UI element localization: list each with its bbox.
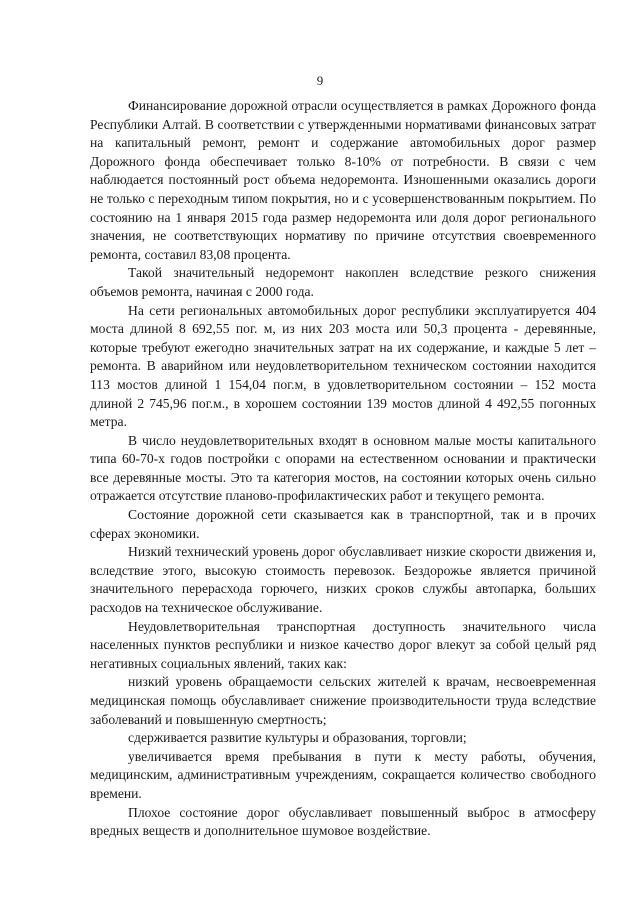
paragraph-repair-backlog-cause: Такой значительный недоремонт накоплен вследствие резкого снижения объемов ремонта, начиная с 2000 года. [90,265,596,299]
list-item-culture-education: сдерживается развитие культуры и образования, торговли; [128,730,467,746]
page-number: 9 [316,73,324,88]
paragraph-low-technical-level: Низкий технический уровень дорог обуславливает низкие скорости движения и, вследствие этого, высокую стоимость перевозок. Бездорожье является причиной значительного перерасхода горючего, низких сроков службы автопарка, больших расходов на техническое обслуживание. [90,544,596,616]
list-item-medical-access: низкий уровень обращаемости сельских жителей к врачам, несвоевременная медицинская помощь обуславливает снижение производительности труда вследствие заболеваний и повышенную смертность; [90,674,596,727]
paragraph-road-fund-financing: Финансирование дорожной отрасли осуществляется в рамках Дорожного фонда Республики Алтай. В соответствии с утвержденными нормативами финансовых затрат на капитальный ремонт, ремонт и содержание автомобильных дорог размер Дорожного фонда обеспечивает только 8-10% от потребности. В связи с чем наблюдается постоянный рост объема недоремонта. Изношенными оказались дороги не только с переходным типом покрытия, но и с усовершенствованным покрытием. По состоянию на 1 января 2015 года размер недоремонта или доля дорог регионального значения, не соответствующих нормативу по причине отсутствия своевременного ремонта, составил 83,08 процента. [90,98,596,262]
paragraph-environmental-impact: Плохое состояние дорог обуславливает повышенный выброс в атмосферу вредных веществ и дополнительное шумовое воздействие. [90,804,596,839]
list-item-travel-time: увеличивается время пребывания в пути к месту работы, обучения, медицинским, административным учреждениям, сокращается количество свободного времени. [90,748,596,801]
paragraph-social-consequences: Неудовлетворительная транспортная доступность значительного числа населенных пунктов республики и низкое качество дорог влекут за собой целый ряд негативных социальных явлений, таких как: [90,618,596,671]
document-body [90,97,596,841]
paragraph-economy-impact: Состояние дорожной сети сказывается как в транспортной, так и в прочих сферах экономики. [90,507,596,541]
paragraph-unsatisfactory-bridges: В число неудовлетворительных входят в основном малые мосты капитального типа 60-70-х годов постройки с опорами на естественном основании и практически все деревянные мосты. Это та категория мостов, на состоянии которых очень сильно отражается отсутствие планово-профилактических работ и текущего ремонта. [90,432,596,504]
paragraph-bridges-statistics: На сети региональных автомобильных дорог республики эксплуатируется 404 моста длиной 8 692,55 пог. м, из них 203 моста или 50,3 процента - деревянные, которые требуют ежегодно значительных затрат на их содержание, и каждые 5 лет – ремонта. В аварийном или неудовлетворительном техническом состоянии находится 113 мостов длиной 1 154,04 пог.м, в удовлетворительном состоянии – 152 моста длиной 2 745,96 пог.м., в хорошем состоянии 139 мостов длиной 4 492,55 погонных метра. [90,302,596,430]
